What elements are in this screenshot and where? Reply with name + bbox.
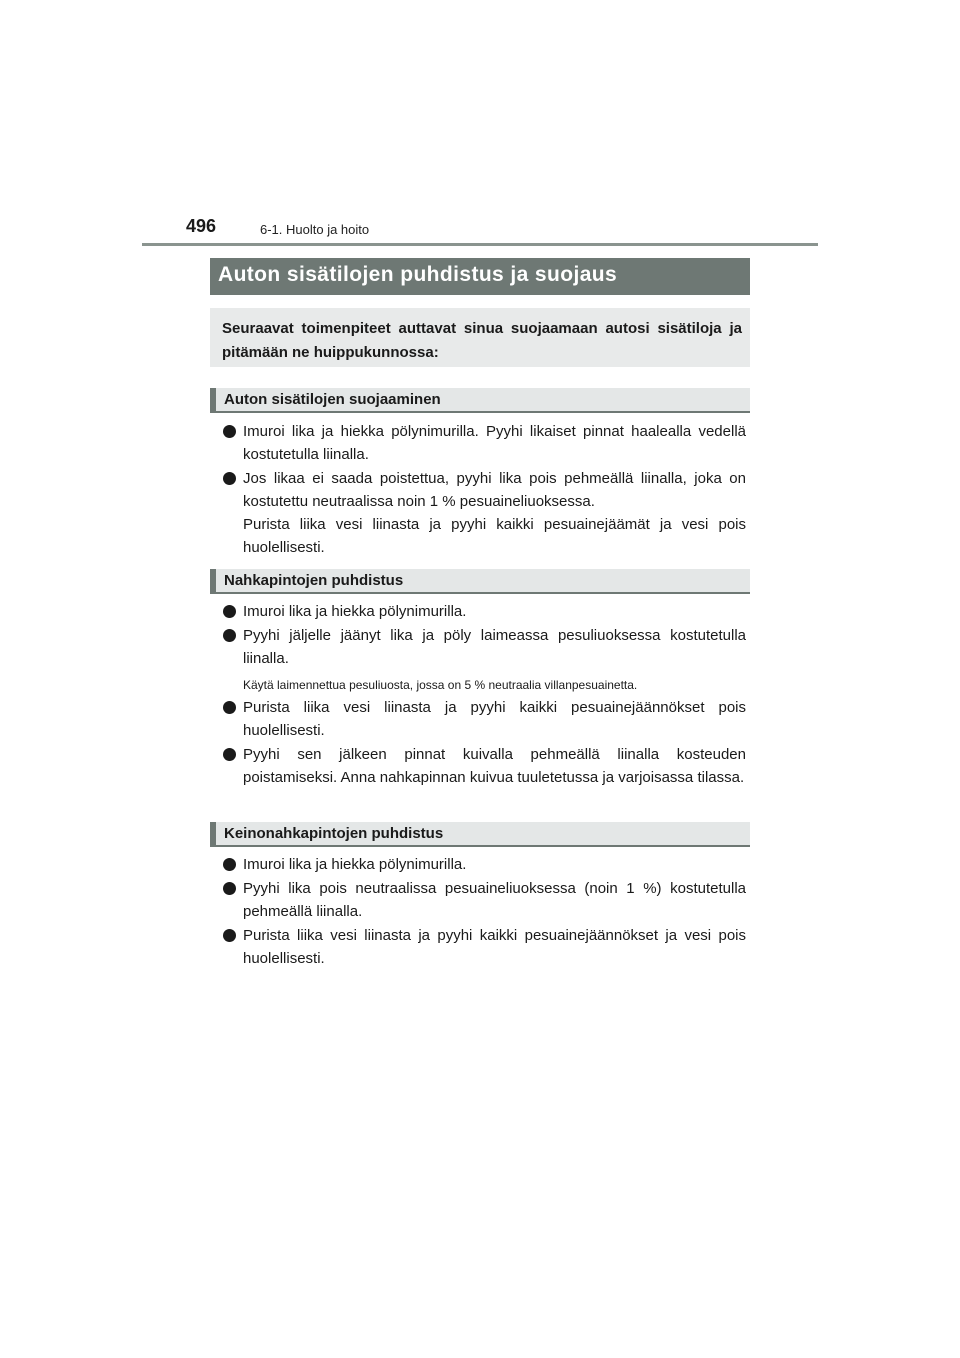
- list-item: [222, 743, 746, 789]
- bullet-icon: [223, 472, 236, 485]
- list-item: [222, 924, 746, 970]
- list-item: [222, 696, 746, 742]
- page-number: 496: [186, 216, 217, 236]
- bullet-list-interior-protection: [222, 420, 746, 560]
- list-item-text: Pyyhi sen jälkeen pinnat kuivalla pehmeällä liinalla kosteuden poistamiseksi. Anna nahkapinnan kuivua tuuletetussa ja varjoisassa tilassa.: [243, 746, 746, 786]
- bullet-icon: [223, 858, 236, 871]
- list-item: [222, 420, 746, 466]
- list-item: [222, 877, 746, 923]
- bullet-icon: [223, 425, 236, 438]
- section-heading-leather-cleaning: Nahkapintojen puhdistus: [210, 569, 750, 594]
- bullet-icon: [223, 882, 236, 895]
- note-text: Käytä laimennettua pesuliuosta, jossa on 5 % neutraalia villanpesuainetta.: [243, 678, 638, 692]
- bullet-list-leather-cleaning: [222, 600, 746, 790]
- list-item-text: Pyyhi lika pois neutraalissa pesuaineliuoksessa (noin 1 %) kostutetulla pehmeällä liinalla.: [243, 880, 746, 920]
- list-item-text: Imuroi lika ja hiekka pölynimurilla. Pyyhi likaiset pinnat haalealla vedellä kostutetulla liinalla.: [243, 423, 746, 463]
- list-item: [222, 624, 746, 670]
- list-item: [222, 600, 746, 623]
- bullet-icon: [223, 629, 236, 642]
- page-title: Auton sisätilojen puhdistus ja suojaus: [210, 258, 750, 295]
- section-heading-interior-protection: Auton sisätilojen suojaaminen: [210, 388, 750, 413]
- list-item: [222, 467, 746, 559]
- list-item-text: Imuroi lika ja hiekka pölynimurilla.: [243, 856, 467, 873]
- list-item-text: Purista liika vesi liinasta ja pyyhi kaikki pesuainejäännökset ja vesi pois huolellisesti.: [243, 927, 746, 967]
- intro-box: Seuraavat toimenpiteet auttavat sinua suojaamaan autosi sisätiloja ja pitämään ne huippukunnossa:: [210, 308, 750, 367]
- bullet-icon: [223, 748, 236, 761]
- bullet-icon: [223, 701, 236, 714]
- list-item-continuation: Purista liika vesi liinasta ja pyyhi kaikki pesuainejäämät ja vesi pois huolellisesti.: [243, 516, 746, 556]
- list-item-text: Pyyhi jäljelle jäänyt lika ja pöly laimeassa pesuliuoksessa kostutetulla liinalla.: [243, 627, 746, 667]
- section-heading-synthetic-leather-cleaning: Keinonahkapintojen puhdistus: [210, 822, 750, 847]
- list-item: [222, 853, 746, 876]
- bullet-icon: [223, 605, 236, 618]
- list-item-text: Jos likaa ei saada poistettua, pyyhi lika pois pehmeällä liinalla, joka on kostutettu neutraalissa noin 1 % pesuaineliuoksessa.: [243, 470, 746, 510]
- list-item-text: Imuroi lika ja hiekka pölynimurilla.: [243, 603, 467, 620]
- list-item-text: Purista liika vesi liinasta ja pyyhi kaikki pesuainejäännökset pois huolellisesti.: [243, 699, 746, 739]
- header-rule: [142, 243, 818, 246]
- section-label: 6-1. Huolto ja hoito: [260, 222, 370, 237]
- bullet-list-synthetic-leather-cleaning: [222, 853, 746, 971]
- bullet-icon: [223, 929, 236, 942]
